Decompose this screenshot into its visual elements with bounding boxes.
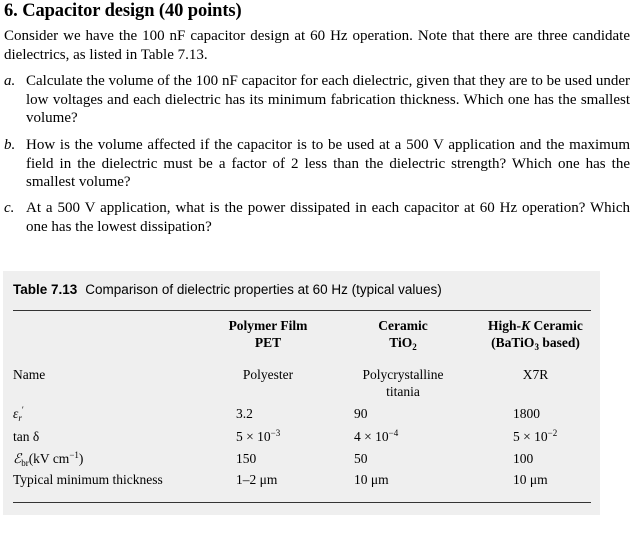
- tan-tio2: $4 \times 10^{-4}$: [354, 428, 399, 444]
- table-caption: [13, 282, 442, 297]
- row-tan-label: tan δ: [13, 429, 40, 444]
- name-tio2: Polycrystalline titania: [362, 367, 444, 399]
- table-number: Table 7.13: [13, 282, 78, 297]
- table-bottom-rule: [13, 502, 591, 503]
- problem-title: 6. Capacitor design (40 points): [4, 1, 242, 21]
- table-caption-text: Comparison of dielectric properties at 60 Hz (typical values): [85, 282, 442, 297]
- row-thickness-label: Typical minimum thickness: [13, 472, 163, 487]
- question-b: [4, 136, 630, 192]
- thickness-tio2: 10 μm: [354, 472, 389, 487]
- table-panel: [3, 271, 600, 515]
- row-eps-label: $\varepsilon_r'$: [13, 405, 24, 423]
- tan-batio3: $5 \times 10^{-2}$: [513, 428, 558, 444]
- thickness-pet: 1–2 μm: [236, 472, 278, 487]
- question-c-label: c.: [4, 200, 15, 216]
- header-tio2: Ceramic TiO$_2$: [378, 318, 428, 352]
- question-a-label: a.: [4, 73, 16, 89]
- thickness-batio3: 10 μm: [513, 472, 548, 487]
- eps-tio2: 90: [354, 406, 368, 421]
- eps-batio3: 1800: [513, 406, 540, 421]
- row-ebr-label: ℰ$_{br}$(kV $cm^{-1}$): [13, 450, 84, 468]
- row-name-label: Name: [13, 367, 46, 382]
- ebr-pet: 150: [236, 451, 257, 466]
- header-pet: Polymer Film PET: [228, 318, 308, 350]
- problem-intro: Consider we have the 100 nF capacitor design at 60 Hz operation. Note that there are three candidate dielectrics, as listed in Table 7.13.: [4, 28, 630, 63]
- name-pet: Polyester: [242, 367, 294, 382]
- ebr-tio2: 50: [354, 451, 368, 466]
- name-batio3: X7R: [522, 367, 549, 382]
- header-batio3: High-K Ceramic (BaTiO$_3$ based): [488, 318, 583, 352]
- eps-pet: 3.2: [236, 406, 253, 421]
- table-top-rule: [13, 310, 591, 311]
- tan-pet: $5 \times 10^{-3}$: [236, 428, 281, 444]
- question-a-text: Calculate the volume of the 100 nF capacitor for each dielectric, given that they are to be used under low voltages and each dielectric has its minimum fabrication thickness. Which one has the smallest volume?: [26, 73, 630, 126]
- question-b-label: b.: [4, 137, 16, 153]
- question-a: [4, 72, 630, 128]
- question-c-text: At a 500 V application, what is the power dissipated in each capacitor at 60 Hz operation? Which one has the lowest dissipation?: [26, 200, 630, 235]
- ebr-batio3: 100: [513, 451, 534, 466]
- question-b-text: How is the volume affected if the capacitor is to be used at a 500 V application and the maximum field in the dielectric must be a factor of 2 less than the dielectric strength? Which one has the smallest volume?: [26, 137, 630, 190]
- question-c: [4, 199, 630, 236]
